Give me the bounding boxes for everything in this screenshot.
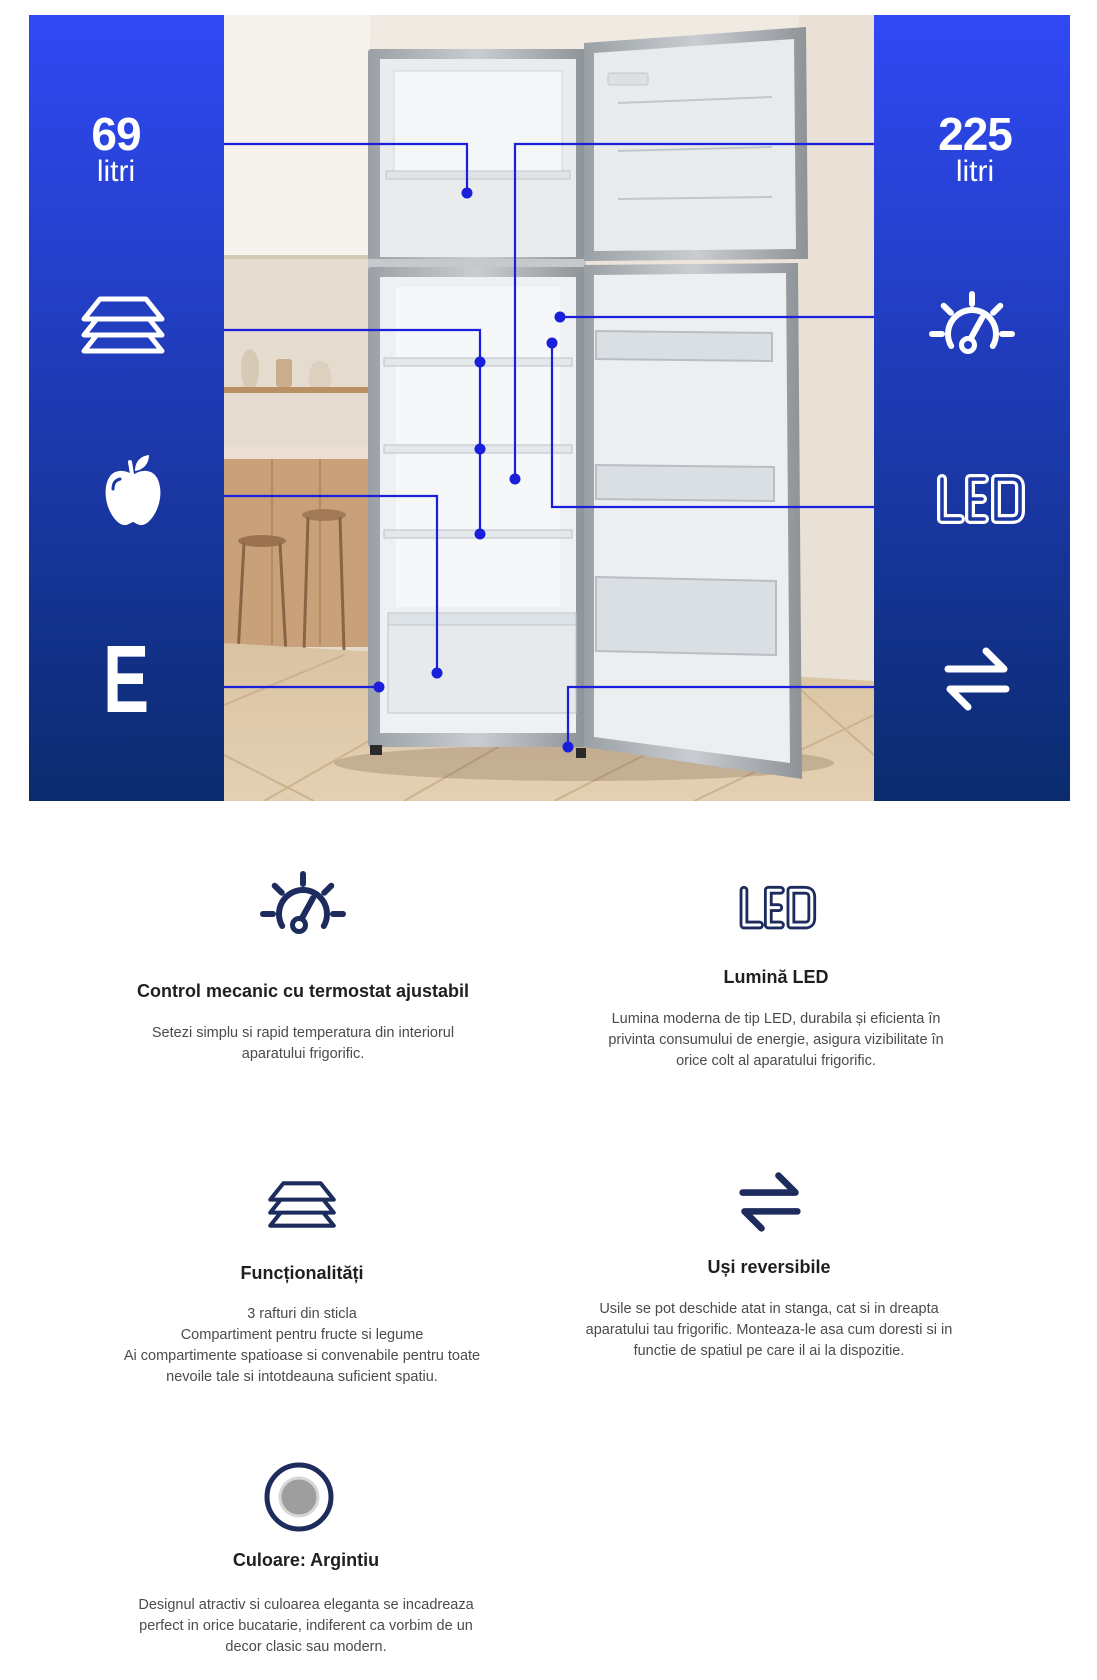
feature-title-reversible-doors: Uși reversibile	[707, 1257, 831, 1277]
description-line: Ai compartimente spatioase si convenabile pentru toate	[123, 1348, 481, 1364]
feature-title-led: Lumină LED	[723, 967, 829, 987]
feature-description-thermostat	[53, 1023, 553, 1065]
callout-freezer-line	[224, 144, 467, 193]
freezer-volume-unit: litri	[96, 155, 136, 188]
description-line: Lumina moderna de tip LED, durabila și eficienta în	[611, 1011, 941, 1027]
feature-title-color: Culoare: Argintiu	[232, 1550, 380, 1570]
reversible-arrows-icon	[737, 1168, 803, 1234]
callout-dot	[475, 357, 486, 368]
description-line: Designul atractiv si culoarea eleganta se incadreaza	[138, 1597, 474, 1613]
fridge-volume-unit: litri	[955, 155, 995, 188]
layers-icon	[80, 295, 166, 355]
apple-icon	[101, 453, 165, 529]
reversible-arrows-icon	[942, 643, 1012, 713]
description-line: aparatului tau frigorific. Monteaza-le asa cum doresti si in	[585, 1322, 953, 1338]
callout-dot	[510, 474, 521, 485]
callout-dot	[547, 338, 558, 349]
callout-led-line	[552, 343, 874, 507]
description-line: Compartiment pentru fructe si legume	[180, 1327, 424, 1343]
layers-icon	[267, 1180, 337, 1229]
description-line: 3 rafturi din sticla	[247, 1306, 357, 1322]
freezer-volume: 69	[91, 108, 141, 160]
description-line: perfect in orice bucatarie, indiferent ca vorbim de un	[139, 1618, 473, 1634]
description-line: aparatului frigorific.	[241, 1046, 365, 1062]
callout-dot	[432, 668, 443, 679]
color-swatch-icon	[263, 1461, 335, 1533]
description-line: functie de spatiul pe care il ai la dispozitie.	[633, 1343, 905, 1359]
thermostat-gauge-icon	[926, 290, 1018, 360]
feature-description-led	[526, 1009, 1026, 1072]
callout-crisper-line	[224, 496, 437, 673]
callout-dot	[563, 742, 574, 753]
fridge-volume: 225	[938, 108, 1012, 160]
thermostat-gauge-icon	[257, 870, 349, 940]
callout-shelves-line	[224, 330, 480, 534]
feature-description-reversible-doors	[519, 1299, 1019, 1362]
description-line: orice colt al aparatului frigorific.	[676, 1053, 876, 1069]
callout-dot	[475, 444, 486, 455]
description-line: nevoile tale si intotdeauna suficient spatiu.	[166, 1369, 438, 1385]
callout-fridge-line	[515, 144, 874, 479]
feature-description-functionalities	[52, 1304, 552, 1388]
callout-dot	[374, 682, 385, 693]
callout-dot	[462, 188, 473, 199]
callout-dot	[475, 529, 486, 540]
feature-description-color	[56, 1595, 556, 1658]
description-line: privinta consumului de energie, asigura vizibilitate în	[608, 1032, 944, 1048]
callout-door-line	[568, 687, 874, 747]
feature-title-thermostat: Control mecanic cu termostat ajustabil	[136, 981, 470, 1001]
led-icon	[934, 473, 1026, 527]
product-banner	[29, 15, 1070, 801]
description-line: decor clasic sau modern.	[225, 1639, 387, 1655]
description-line: Usile se pot deschide atat in stanga, cat si in dreapta	[599, 1301, 939, 1317]
energy-class-label: E	[102, 626, 150, 733]
feature-title-functionalities: Funcționalități	[240, 1263, 364, 1283]
description-line: Setezi simplu si rapid temperatura din interiorul	[151, 1025, 455, 1041]
led-icon	[737, 885, 817, 932]
callout-dot	[555, 312, 566, 323]
